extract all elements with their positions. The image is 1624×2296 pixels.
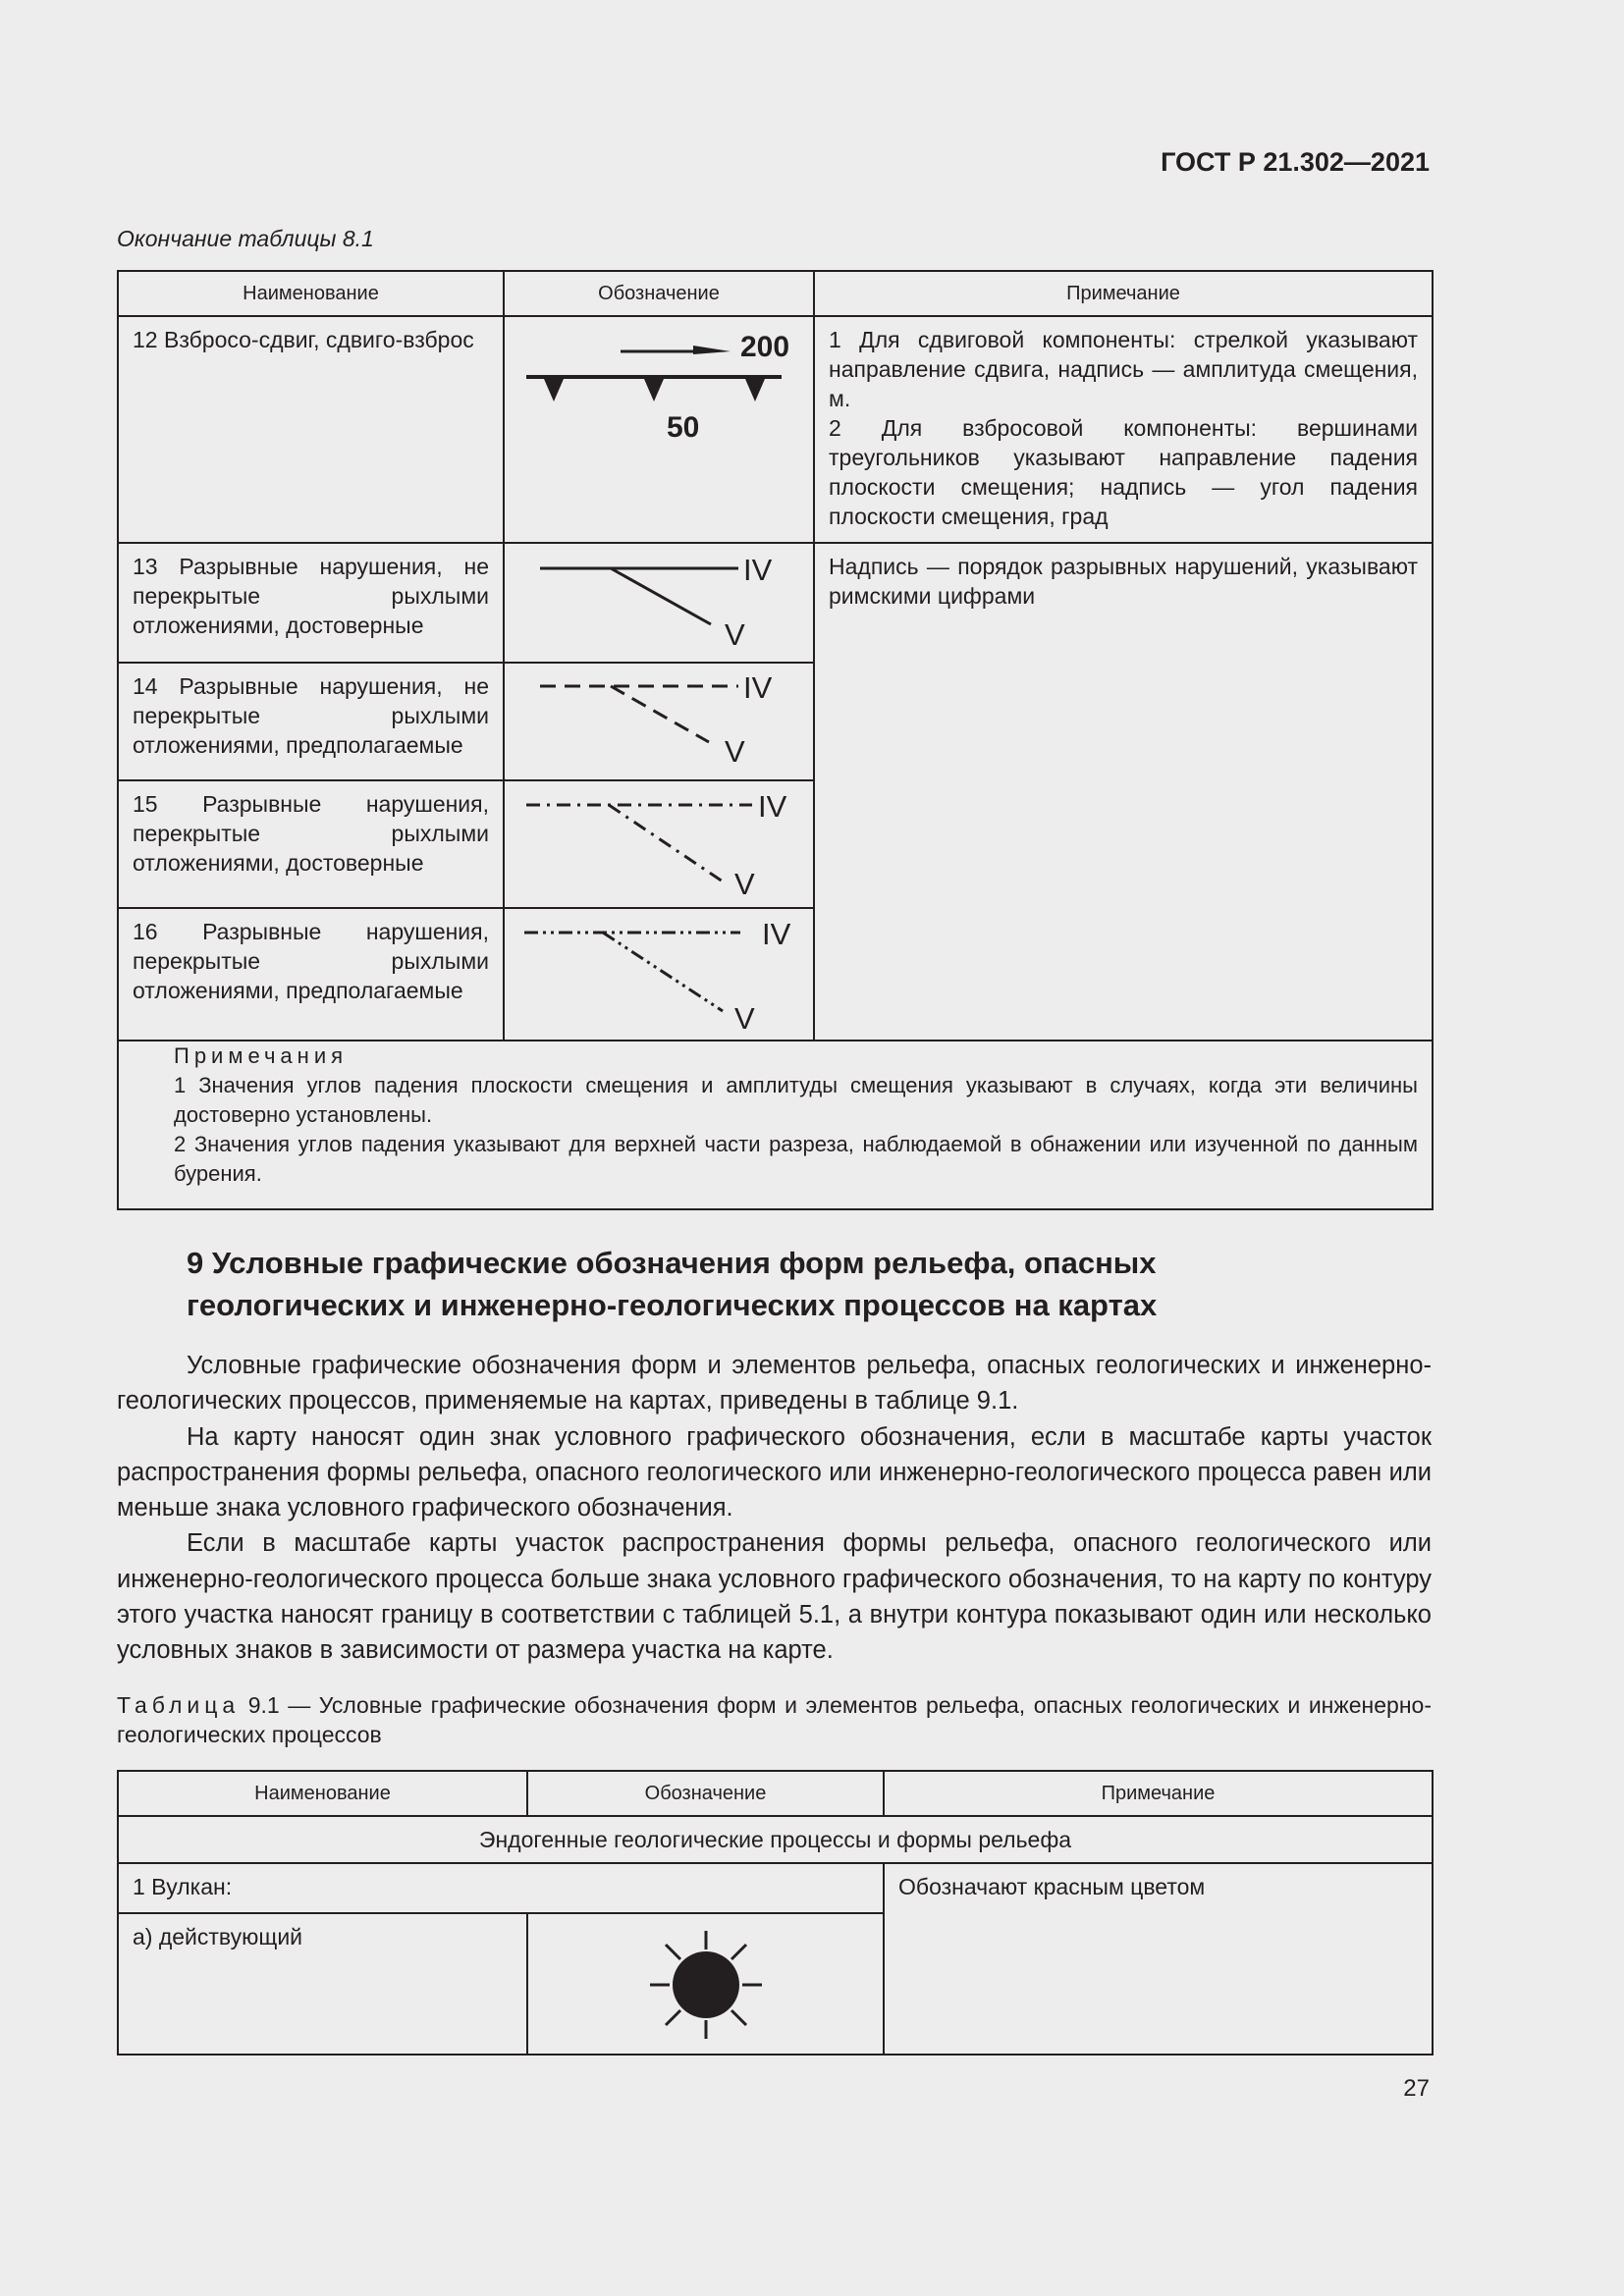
shift-amplitude-label: 200 — [740, 331, 790, 363]
column-header-name: Наименование — [118, 271, 504, 316]
row-name: 15 Разрывные нарушения, перекрытые рыхлыми отложениями, достоверные — [133, 791, 489, 876]
subitem-name: а) действующий — [133, 1924, 303, 1949]
table-9-1 — [117, 1770, 1434, 2056]
order-label: IV — [758, 789, 787, 824]
caption-word: Таблица — [117, 1692, 241, 1718]
note-item: 1 Значения углов падения плоскости смещения и амплитуды смещения указывают в случаях, когда эти величины достоверно установлены. — [174, 1073, 1418, 1127]
item-name: 1 Вулкан: — [133, 1874, 233, 1899]
arrow-head-icon — [693, 346, 731, 354]
fault-covered-assumed-symbol — [505, 909, 813, 1040]
column-header-symbol: Обозначение — [504, 271, 814, 316]
order-label: V — [725, 734, 745, 769]
symbol-cell — [527, 1913, 884, 2055]
order-label: V — [734, 1001, 755, 1036]
order-label: IV — [743, 553, 773, 587]
row-name: 13 Разрывные нарушения, не перекрытые рыхлыми отложениями, достоверные — [133, 554, 489, 638]
table-row — [118, 316, 1433, 543]
order-label: V — [734, 867, 755, 901]
row-name: 12 Взбросо-сдвиг, сдвиго-взброс — [133, 327, 474, 352]
paragraph: Условные графические обозначения форм и элементов рельефа, опасных геологических и инженерно-геологических процессов, применяемые на картах, приведены в таблице 9.1. — [117, 1352, 1432, 1415]
row-note-2: 2 Для взбросовой компоненты: вершинами треугольников указывают направление падения плоскости смещения; надпись — угол падения плоскости смещения, град — [829, 415, 1418, 529]
order-label: V — [725, 617, 745, 652]
row-name: 16 Разрывные нарушения, перекрытые рыхлыми отложениями, предполагаемые — [133, 919, 489, 1003]
order-label: IV — [743, 670, 773, 705]
paragraph: На карту наносят один знак условного графического обозначения, если в масштабе карты участок распространения формы рельефа, опасного геологического или инженерно-геологического процесса равен или меньше знака условного графического обозначения. — [117, 1422, 1432, 1522]
item-note: Обозначают красным цветом — [898, 1874, 1206, 1899]
active-volcano-symbol — [528, 1914, 883, 2054]
page-number: 27 — [1403, 2075, 1430, 2102]
order-label: IV — [762, 917, 791, 951]
group-header: Эндогенные геологические процессы и формы рельефа — [118, 1816, 1433, 1863]
notes-row — [118, 1041, 1433, 1209]
document-standard-header: ГОСТ Р 21.302—2021 — [1161, 147, 1430, 177]
notes-title: Примечания — [174, 1043, 349, 1068]
symbol-cell — [504, 316, 814, 543]
note-item: 2 Значения углов падения указывают для верхней части разреза, наблюдаемой в обнажении или изученной по данным бурения. — [174, 1132, 1418, 1186]
table-continuation-caption: Окончание таблицы 8.1 — [117, 226, 374, 251]
symbol-cell — [504, 780, 814, 908]
fault-covered-reliable-symbol — [505, 781, 813, 907]
triangle-icon — [544, 379, 564, 401]
fault-reliable-symbol — [505, 544, 813, 662]
row-note-1: 1 Для сдвиговой компоненты: стрелкой указывают направление сдвига, надпись — амплитуда смещения, м. — [829, 327, 1418, 411]
caption-text: 9.1 — Условные графические обозначения форм и элементов рельефа, опасных геологических и инженерно-геологических процессов — [117, 1692, 1432, 1747]
triangle-icon — [745, 379, 765, 401]
column-header-note: Примечание — [814, 271, 1433, 316]
thrust-shift-symbol — [505, 317, 813, 542]
section-title: 9 Условные графические обозначения форм рельефа, опасных геологических и инженерно-геологических процессов на картах — [187, 1246, 1158, 1322]
fault-assumed-symbol — [505, 664, 813, 779]
symbol-cell — [504, 543, 814, 663]
triangle-icon — [644, 379, 664, 401]
table-9-1-caption — [117, 1690, 1432, 1749]
symbol-cell — [504, 663, 814, 780]
table-8-1-end — [117, 270, 1434, 1210]
dip-angle-label: 50 — [667, 411, 700, 444]
column-header-name: Наименование — [118, 1771, 527, 1816]
volcano-icon — [673, 1951, 739, 2018]
row-name: 14 Разрывные нарушения, не перекрытые рыхлыми отложениями, предполагаемые — [133, 673, 489, 758]
column-header-note: Примечание — [884, 1771, 1433, 1816]
shared-note: Надпись — порядок разрывных нарушений, указывают римскими цифрами — [829, 554, 1418, 609]
paragraph: Если в масштабе карты участок распространения формы рельефа, опасного геологического или инженерно-геологического процесса больше знака условного графического обозначения, то на карту по контуру этого участка наносят границу в соответствии с таблицей 5.1, а внутри контура показывают один или несколько условных знаков в зависимости от размера участка на карте. — [117, 1529, 1432, 1665]
table-row — [118, 543, 1433, 663]
section-body — [117, 1348, 1432, 1669]
column-header-symbol: Обозначение — [527, 1771, 884, 1816]
symbol-cell — [504, 908, 814, 1041]
